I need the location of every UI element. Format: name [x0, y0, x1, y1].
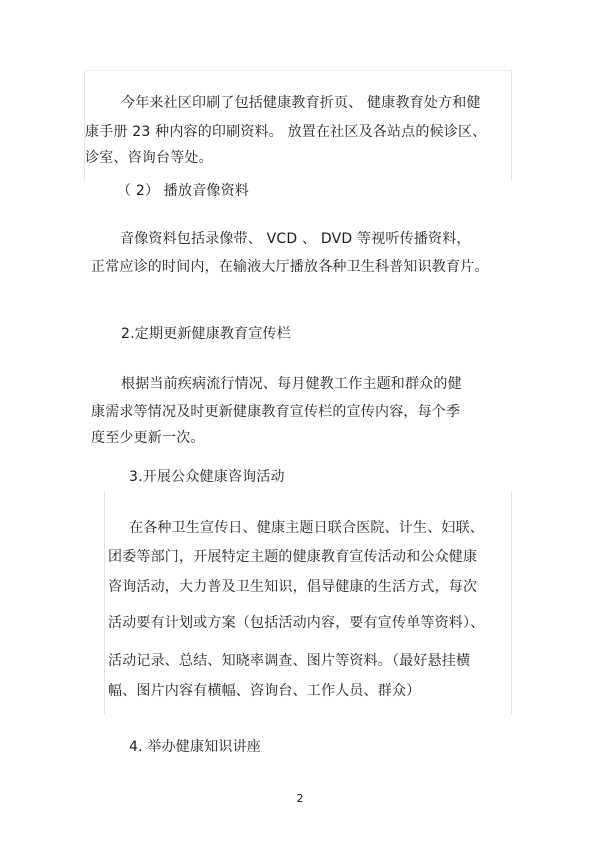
- paragraph-line: 活动要有计划或方案（包括活动内容，要有宣传单等资料）、: [108, 615, 485, 631]
- section-heading: 4. 举办健康知识讲座: [129, 739, 262, 755]
- section-heading: 2.定期更新健康教育宣传栏: [121, 326, 291, 342]
- paragraph-line: 咨询活动，大力普及卫生知识，倡导健康的生活方式，每次: [108, 579, 478, 595]
- paragraph-line: 活动记录、总结、知晓率调查、图片等资料。（最好悬挂横: [108, 653, 471, 669]
- paragraph-line: 诊室、咨询台等处。: [85, 150, 213, 166]
- paragraph-line: 康手册 23 种内容的印刷资料。 放置在社区及各站点的候诊区、: [85, 124, 487, 140]
- paragraph-line: 根据当前疾病流行情况、每月健教工作主题和群众的健: [121, 376, 462, 392]
- page-number: 2: [296, 792, 304, 805]
- section-heading: 3.开展公众健康咨询活动: [129, 469, 285, 485]
- paragraph-line: 音像资料包括录像带、 VCD 、 DVD 等视听传播资料，: [120, 231, 471, 247]
- paragraph-line: 今年来社区印刷了包括健康教育折页、 健康教育处方和健: [121, 95, 481, 111]
- paragraph-line: 幅、图片内容有横幅、咨询台、工作人员、群众）: [108, 683, 421, 699]
- paragraph-line: 团委等部门，开展特定主题的健康教育宣传活动和公众健康: [108, 549, 478, 565]
- paragraph-line: 度至少更新一次。: [91, 430, 205, 446]
- subheading: （ 2） 播放音像资料: [117, 183, 250, 199]
- paragraph-line: 正常应诊的时间内，在输液大厅播放各种卫生科普知识教育片。: [91, 259, 489, 275]
- paragraph-line: 在各种卫生宣传日、健康主题日联合医院、计生、妇联、: [129, 520, 484, 536]
- paragraph-line: 康需求等情况及时更新健康教育宣传栏的宣传内容，每个季: [91, 404, 461, 420]
